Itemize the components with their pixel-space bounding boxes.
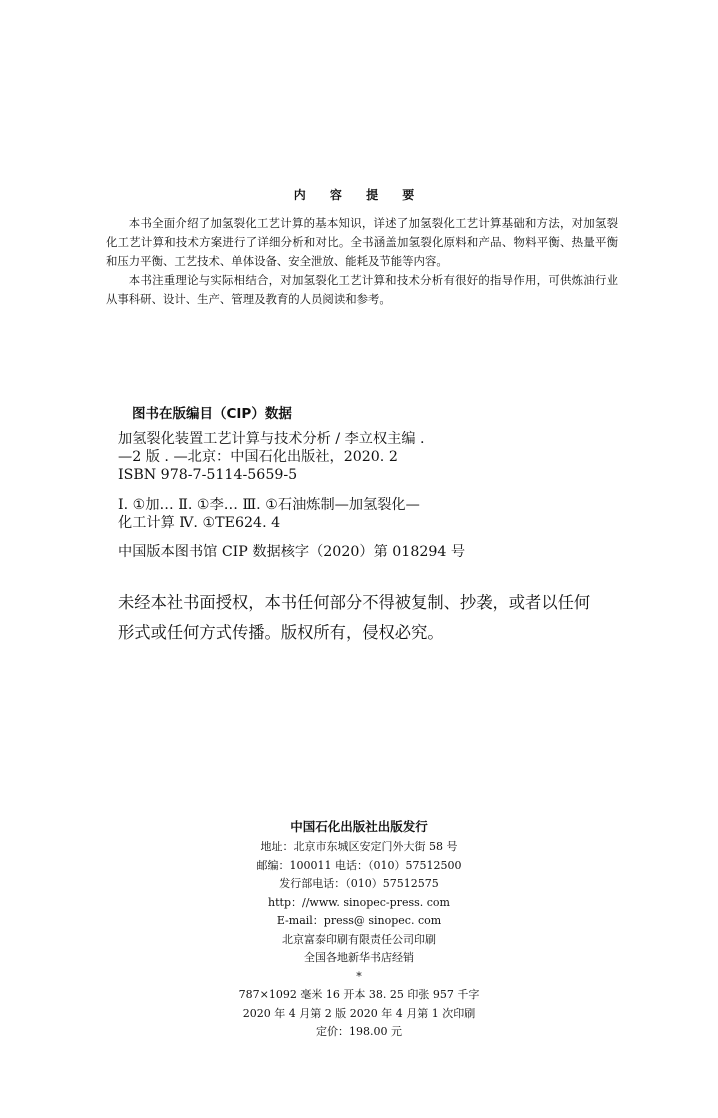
summary-text: [106, 214, 618, 309]
distributor-name: 全国各地新华书店经销: [304, 951, 414, 964]
summary-paragraph: 本书注重理论与实际相结合，对加氢裂化工艺计算和技术分析有很好的指导作用，可供炼油行业从事科研、设计、生产、管理及教育的人员阅读和参考。: [106, 273, 618, 306]
book-edition: 2020 年 4 月第 2 版 2020 年 4 月第 1 次印刷: [242, 1006, 476, 1020]
cip-record: [118, 430, 425, 532]
book-format: 787×1092 毫米 16 开本 38. 25 印张 957 千字: [238, 988, 480, 1001]
separator-mark: *: [356, 969, 362, 983]
publisher-info: [0, 816, 718, 1042]
publisher-postal-phone: 邮编：100011 电话：（010）57512500: [256, 858, 462, 872]
publisher-website: http：//www. sinopec-press. com: [268, 895, 450, 909]
printer-name: 北京富泰印刷有限责任公司印刷: [282, 932, 436, 946]
cip-heading: 图书在版编目（CIP）数据: [132, 406, 292, 422]
cip-classification-line: Ⅰ. ①加… Ⅱ. ①李… Ⅲ. ①石油炼制—加氢裂化—: [118, 497, 420, 513]
copyright-line: 形式或任何方式传播。版权所有，侵权必究。: [118, 623, 444, 642]
cip-edition-line: —2 版 . —北京：中国石化出版社，2020. 2: [118, 449, 398, 465]
summary-paragraph: 本书全面介绍了加氢裂化工艺计算的基本知识，详述了加氢裂化工艺计算基础和方法，对加氢裂化工艺计算和技术方案进行了详细分析和对比。全书涵盖加氢裂化原料和产品、物料平衡、热量平衡和压力平衡、工艺技术、单体设备、安全泄放、能耗及节能等内容。: [106, 216, 618, 268]
publisher-distribution-phone: 发行部电话：（010）57512575: [279, 877, 439, 890]
copyright-notice: [118, 588, 618, 648]
cip-record-number: 中国版本图书馆 CIP 数据核字（2020）第 018294 号: [118, 544, 466, 560]
cip-classification-line: 化工计算 Ⅳ. ①TE624. 4: [118, 515, 281, 531]
summary-heading: 内 容 提 要: [293, 188, 425, 202]
copyright-line: 未经本社书面授权，本书任何部分不得被复制、抄袭，或者以任何: [118, 593, 591, 612]
publisher-address: 地址：北京市东城区安定门外大街 58 号: [260, 840, 458, 853]
publisher-email: E-mail：press@ sinopec. com: [276, 914, 442, 927]
cip-isbn-line: ISBN 978-7-5114-5659-5: [118, 467, 298, 483]
book-price: 定价：198.00 元: [316, 1025, 402, 1038]
cip-title-line: 加氢裂化装置工艺计算与技术分析 / 李立权主编 .: [118, 431, 425, 447]
publisher-name: 中国石化出版社出版发行: [290, 819, 428, 834]
